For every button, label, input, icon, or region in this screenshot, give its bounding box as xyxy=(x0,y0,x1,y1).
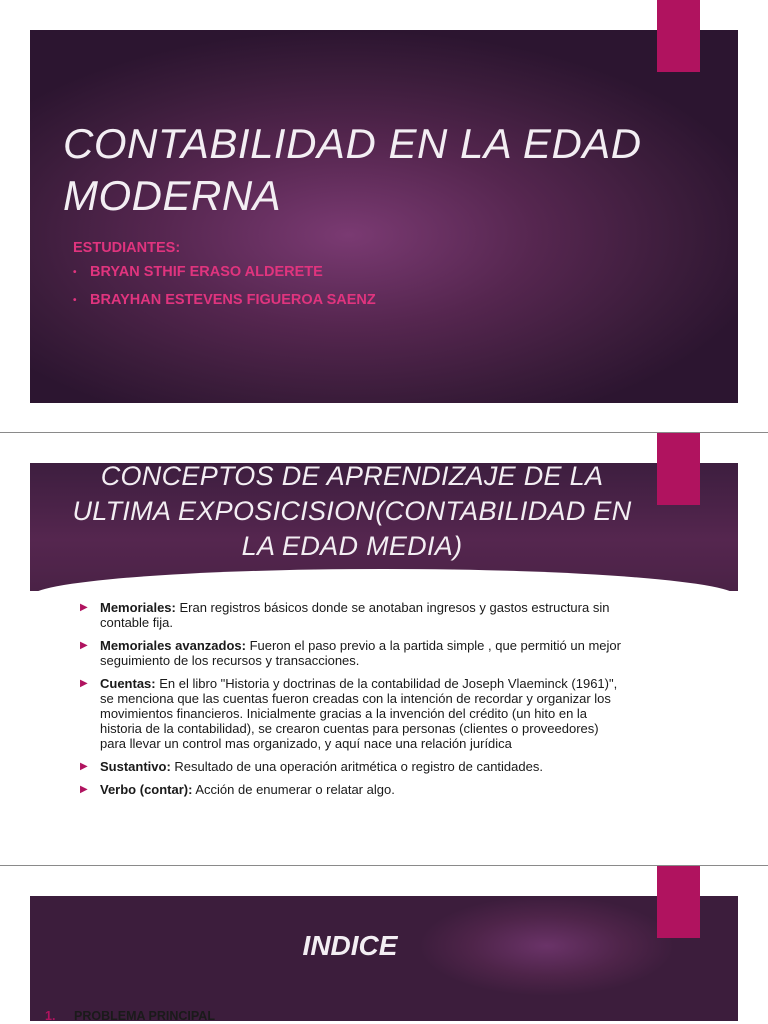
concept-description: Acción de enumerar o relatar algo. xyxy=(192,782,395,797)
concept-term: Sustantivo: xyxy=(100,759,171,774)
slide-1 xyxy=(0,0,768,432)
slide-title: CONTABILIDAD EN LA EDAD MODERNA xyxy=(63,120,642,219)
arrow-bullet-icon: ▶ xyxy=(80,640,88,651)
concept-text xyxy=(100,759,543,774)
concept-text xyxy=(100,676,625,751)
slide-title: CONCEPTOS DE APRENDIZAJE DE LA ULTIMA EXPOSICISION(CONTABILIDAD EN LA EDAD MEDIA) xyxy=(72,461,632,561)
accent-tab xyxy=(657,0,700,72)
index-item xyxy=(45,1009,215,1023)
arrow-bullet-icon: ▶ xyxy=(80,784,88,795)
bullet-icon: • xyxy=(73,295,77,306)
slide-2 xyxy=(0,433,768,865)
concept-text xyxy=(100,600,625,630)
index-label: PROBLEMA PRINCIPAL xyxy=(74,1009,215,1023)
concept-item xyxy=(80,638,625,668)
arrow-bullet-icon: ▶ xyxy=(80,761,88,772)
student-item xyxy=(73,264,376,292)
accent-tab xyxy=(657,433,700,505)
concept-item xyxy=(80,600,625,630)
concept-text xyxy=(100,638,625,668)
concept-item xyxy=(80,676,625,751)
concept-term: Memoriales: xyxy=(100,600,176,615)
student-item xyxy=(73,292,376,320)
concept-text xyxy=(100,782,395,797)
concept-description: Eran registros básicos donde se anotaban ingresos y gastos estructura sin contable fija. xyxy=(100,600,610,630)
concept-description: Resultado de una operación aritmética o registro de cantidades. xyxy=(170,759,543,774)
slide-title: INDICE xyxy=(302,930,398,961)
arrow-bullet-icon: ▶ xyxy=(80,602,88,613)
students-heading: ESTUDIANTES: xyxy=(73,240,181,256)
concept-term: Verbo (contar): xyxy=(100,782,193,797)
concept-description: En el libro "Historia y doctrinas de la contabilidad de Joseph Vlaeminck (1961)", se menciona que las cuentas fueron creadas con la intención de recordar y organizar los movimientos financieros. Inicialmente gracias a la invención del crédito (un hito en la historia de la contabilidad), se crearon cuentas para personas (clientes o proveedores) para llevar un control mas organizado, y aquí nace una relación jurídica xyxy=(100,676,618,751)
concept-item xyxy=(80,759,625,774)
concept-item xyxy=(80,782,625,797)
bullet-icon: • xyxy=(73,267,77,278)
arrow-bullet-icon: ▶ xyxy=(80,678,88,689)
index-number: 1. xyxy=(45,1009,56,1023)
slide-3 xyxy=(0,866,768,1024)
concept-description: Fueron el paso previo a la partida simple , que permitió un mejor seguimiento de los recursos y transacciones. xyxy=(100,638,621,668)
student-name: BRAYHAN ESTEVENS FIGUEROA SAENZ xyxy=(90,292,376,308)
accent-tab xyxy=(657,866,700,938)
concepts-list xyxy=(80,600,625,805)
student-name: BRYAN STHIF ERASO ALDERETE xyxy=(90,264,323,280)
students-block xyxy=(73,240,376,320)
concept-term: Memoriales avanzados: xyxy=(100,638,246,653)
concept-term: Cuentas: xyxy=(100,676,156,691)
index-list xyxy=(45,1009,215,1023)
